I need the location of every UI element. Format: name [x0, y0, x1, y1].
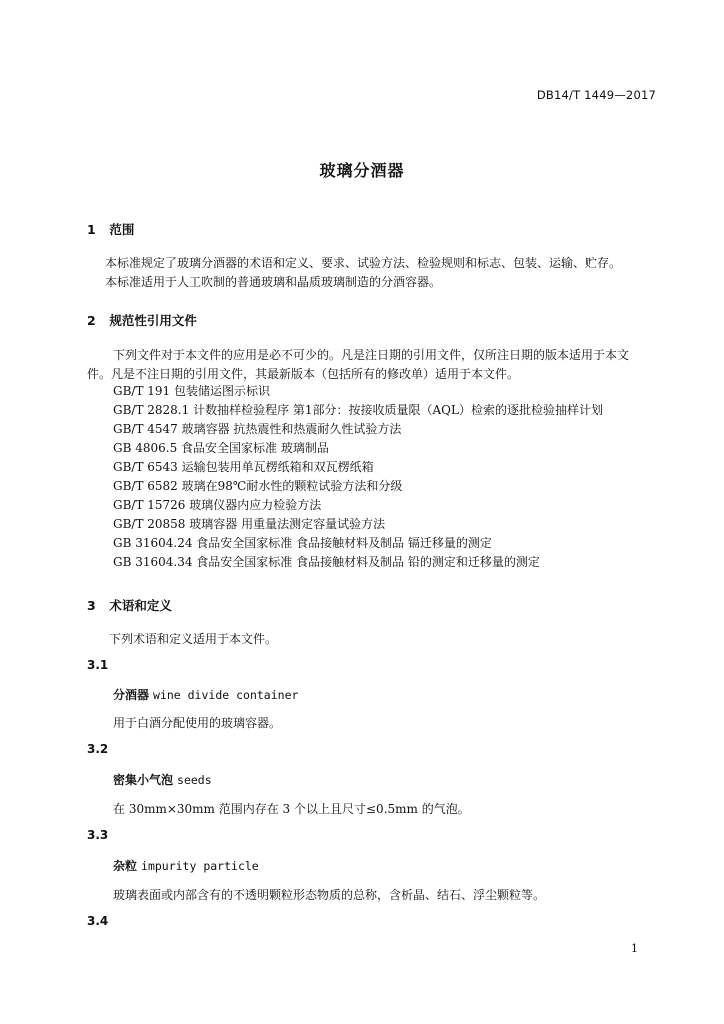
section-3-heading — [87, 596, 172, 614]
section-3-number: 3 — [87, 598, 96, 613]
scope-line-2: 本标准适用于人工吹制的普通玻璃和晶质玻璃制造的分酒容器。 — [105, 275, 442, 289]
section-2-heading — [87, 311, 197, 329]
term-name — [113, 771, 212, 788]
section-2-number: 2 — [87, 313, 96, 328]
reference-list — [113, 382, 603, 572]
scope-line-1: 本标准规定了玻璃分酒器的术语和定义、要求、试验方法、检验规则和标志、包装、运输、贮存。 — [105, 256, 622, 270]
term-name-cn: 杂粒 — [113, 859, 138, 873]
section-2-title: 规范性引用文件 — [109, 313, 197, 328]
term-definition: 玻璃表面或内部含有的不透明颗粒形态物质的总称，含析晶、结石、浮尘颗粒等。 — [113, 888, 546, 902]
term-name-cn: 分酒器 — [113, 688, 150, 702]
references-intro-line-2: 件。凡是不注日期的引用文件，其最新版本（包括所有的修改单）适用于本文件。 — [87, 367, 520, 381]
reference-item: GB/T 20858 玻璃容器 用重量法测定容量试验方法 — [113, 517, 386, 531]
term-name — [113, 686, 298, 703]
term-definition: 用于白酒分配使用的玻璃容器。 — [113, 716, 282, 730]
document-code: DB14/T 1449—2017 — [536, 88, 656, 102]
reference-item: GB/T 15726 玻璃仪器内应力检验方法 — [113, 498, 322, 512]
term-name-en: seeds — [177, 773, 212, 787]
reference-item: GB/T 191 包装储运图示标识 — [113, 384, 270, 398]
term-definition: 在 30mm×30mm 范围内存在 3 个以上且尺寸≤0.5mm 的气泡。 — [113, 802, 470, 816]
section-1-heading — [87, 220, 134, 238]
section-1-number: 1 — [87, 222, 96, 237]
term-name-en: impurity particle — [141, 859, 259, 873]
term-name — [113, 857, 259, 874]
section-3-title: 术语和定义 — [109, 598, 172, 613]
term-number: 3.1 — [87, 658, 109, 672]
reference-item: GB/T 6543 运输包装用单瓦楞纸箱和双瓦楞纸箱 — [113, 460, 374, 474]
reference-item: GB 4806.5 食品安全国家标准 玻璃制品 — [113, 441, 329, 455]
term-name-cn: 密集小气泡 — [113, 773, 174, 787]
reference-item: GB/T 2828.1 计数抽样检验程序 第1部分：按接收质量限（AQL）检索的逐批检验抽样计划 — [113, 403, 603, 417]
reference-item: GB/T 4547 玻璃容器 抗热震性和热震耐久性试验方法 — [113, 422, 402, 436]
term-number: 3.4 — [87, 914, 109, 928]
references-intro-line-1: 下列文件对于本文件的应用是必不可少的。凡是注日期的引用文件，仅所注日期的版本适用于本文 — [113, 348, 630, 362]
term-name-en: wine divide container — [153, 688, 299, 702]
terms-intro: 下列术语和定义适用于本文件。 — [109, 632, 278, 646]
page-number: 1 — [631, 942, 638, 955]
reference-item: GB 31604.34 食品安全国家标准 食品接触材料及制品 铅的测定和迁移量的测定 — [113, 555, 540, 569]
reference-item: GB/T 6582 玻璃在98℃耐水性的颗粒试验方法和分级 — [113, 479, 403, 493]
term-number: 3.2 — [87, 742, 109, 756]
section-1-title: 范围 — [109, 222, 135, 237]
document-title: 玻璃分酒器 — [319, 161, 405, 180]
term-number: 3.3 — [87, 828, 109, 842]
reference-item: GB 31604.24 食品安全国家标准 食品接触材料及制品 镉迁移量的测定 — [113, 536, 492, 550]
